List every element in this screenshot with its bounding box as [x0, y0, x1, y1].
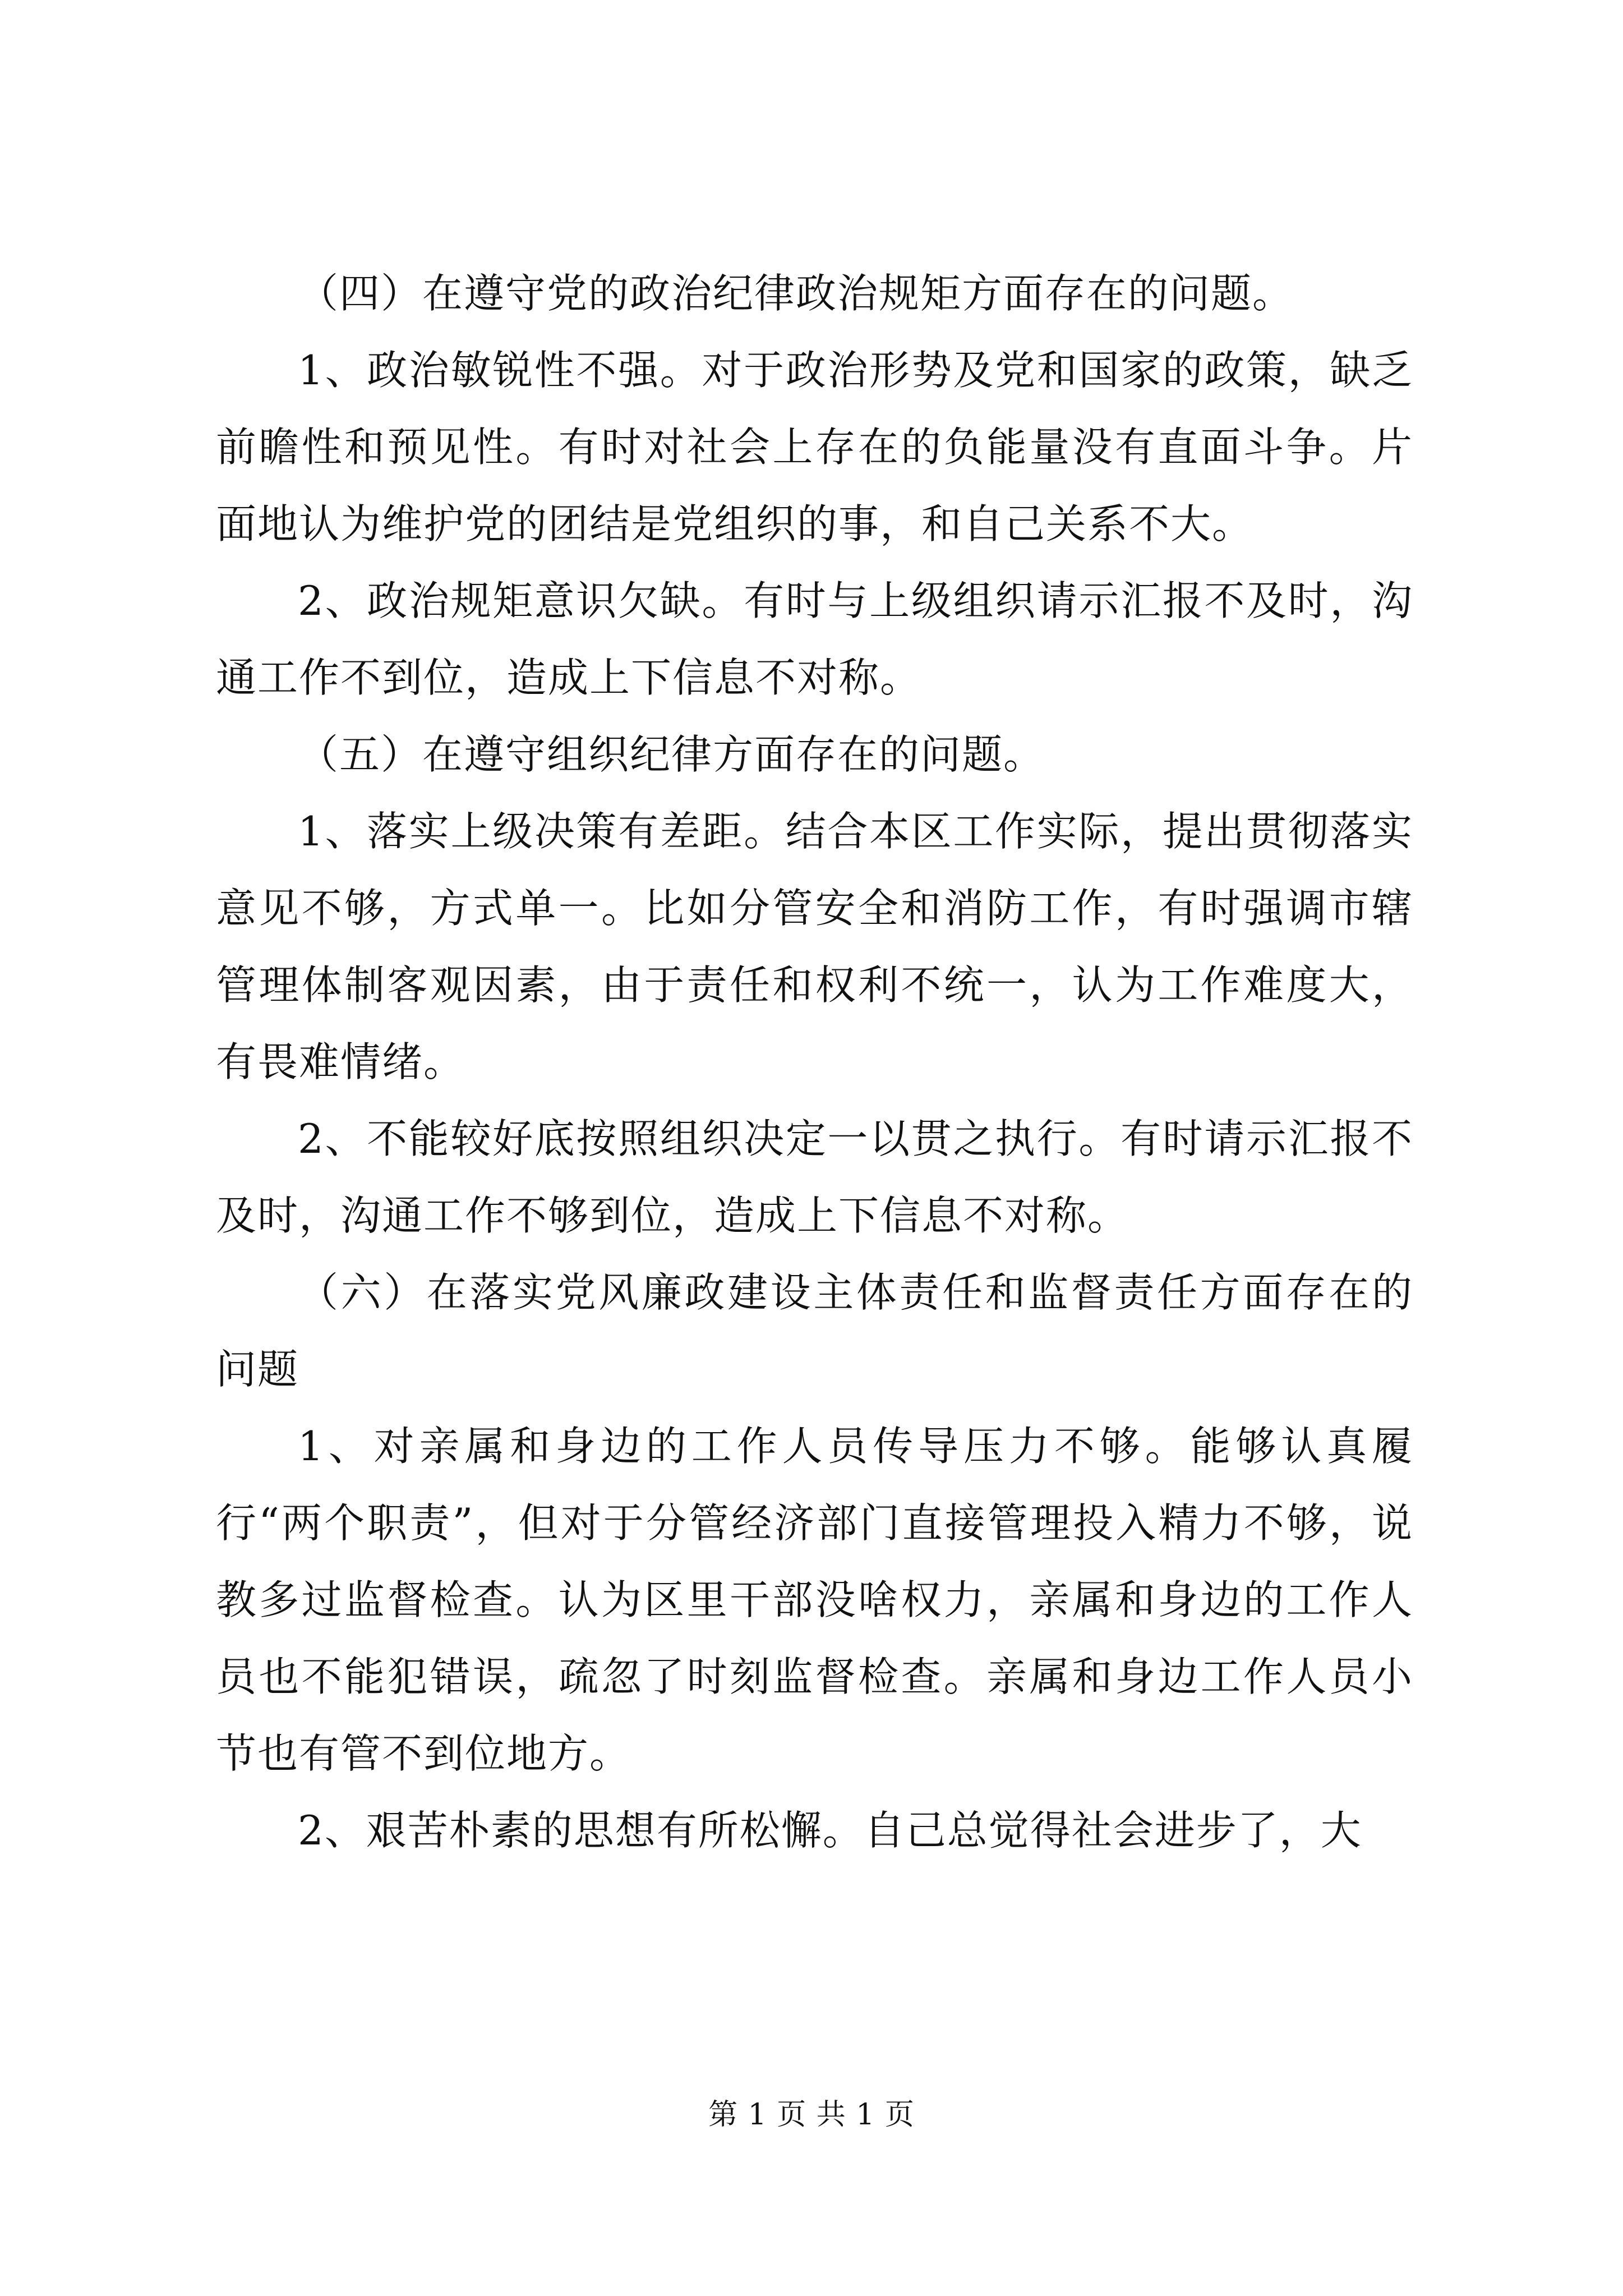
paragraph-5-1: 1、落实上级决策有差距。结合本区工作实际，提出贯彻落实意见不够，方式单一。比如分管安全和消防工作，有时强调市辖管理体制客观因素，由于责任和权利不统一，认为工作难度大，有畏难情绪。 [216, 808, 1413, 1085]
section-heading-4: （四）在遵守党的政治纪律政治规矩方面存在的问题。 [298, 270, 1294, 317]
paragraph-4-2: 2、政治规矩意识欠缺。有时与上级组织请示汇报不及时，沟通工作不到位，造成上下信息不对称。 [216, 577, 1413, 701]
paragraph-6-2: 2、艰苦朴素的思想有所松懈。自己总觉得社会进步了，大 [298, 1807, 1362, 1854]
document-body [216, 255, 1413, 1869]
section-heading-6: （六）在落实党风廉政建设主体责任和监督责任方面存在的问题 [216, 1269, 1413, 1393]
section-heading-5: （五）在遵守组织纪律方面存在的问题。 [298, 731, 1045, 778]
paragraph-4-1: 1、政治敏锐性不强。对于政治形势及党和国家的政策，缺乏前瞻性和预见性。有时对社会上存在的负能量没有直面斗争。片面地认为维护党的团结是党组织的事，和自己关系不大。 [216, 347, 1413, 547]
paragraph-5-2: 2、不能较好底按照组织决定一以贯之执行。有时请示汇报不及时，沟通工作不够到位，造成上下信息不对称。 [216, 1115, 1413, 1239]
page-footer: 第 1 页 共 1 页 [708, 2098, 915, 2132]
paragraph-6-1: 1、对亲属和身边的工作人员传导压力不够。能够认真履行“两个职责”，但对于分管经济部门直接管理投入精力不够，说教多过监督检查。认为区里干部没啥权力，亲属和身边的工作人员也不能犯错误，疏忽了时刻监督检查。亲属和身边工作人员小节也有管不到位地方。 [216, 1423, 1413, 1777]
